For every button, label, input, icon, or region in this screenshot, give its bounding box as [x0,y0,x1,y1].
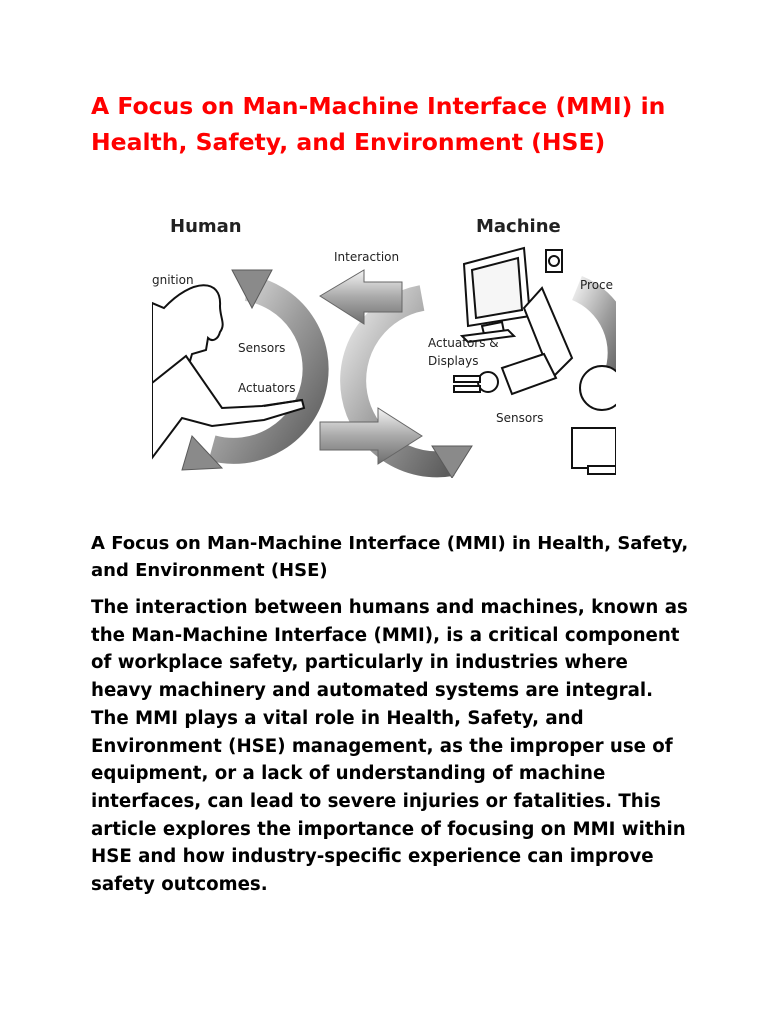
label-actuators-displays-1: Actuators & [428,336,499,350]
label-interaction: Interaction [334,250,400,264]
page-title: A Focus on Man-Machine Interface (MMI) in Health, Safety, and Environment (HSE) [91,92,666,156]
monitor-icon [462,248,530,342]
mmi-diagram [152,208,616,478]
label-actuators-displays-2: Displays [428,354,479,368]
label-sensors-machine: Sensors [496,411,544,425]
label-actuators-human: Actuators [238,381,296,395]
label-processing: Proce [580,278,614,292]
article-subtitle: A Focus on Man-Machine Interface (MMI) in Health, Safety, and Environment (HSE) [91,533,689,581]
machine-heading: Machine [476,216,561,237]
article-body: The interaction between humans and machines, known as the Man-Machine Interface (MMI), is a critical component of workplace safety, particularly in industries where heavy machinery and automated systems are integral. The MMI plays a vital role in Health, Safety, and Environment (HSE) management, as the improper use of equipment, or a lack of understanding of machine interfaces, can lead to severe injuries or fatalities. This article explores the importance of focusing on MMI within HSE and how industry-specific experience can improve safety outcomes. [91,597,688,896]
human-heading: Human [170,216,242,237]
label-cognition: gnition [152,273,194,287]
camera-icon [546,250,562,272]
label-sensors-human: Sensors [238,341,286,355]
